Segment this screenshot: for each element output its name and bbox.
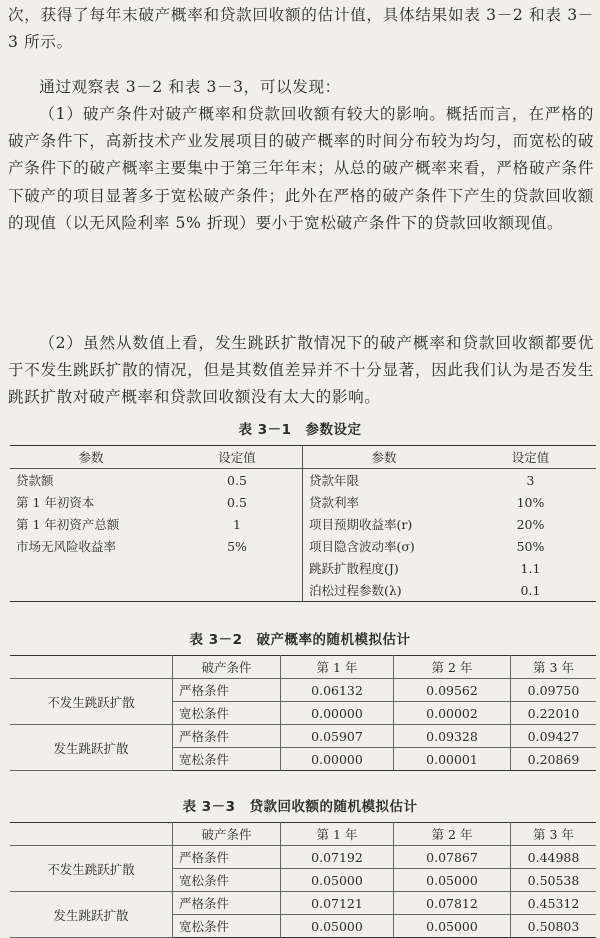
paragraph-observation: 通过观察表 3－2 和表 3－3，可以发现： [39, 78, 341, 96]
table-row [10, 535, 596, 557]
group-label: 不发生跳跃扩散 [10, 846, 173, 892]
table-cell: 0.44988 [511, 846, 597, 869]
table-cell: 贷款年限 [309, 473, 360, 488]
table-cell: 第 1 年初资本 [16, 495, 95, 510]
table-header-row [10, 823, 596, 846]
group-label: 发生跳跃扩散 [10, 892, 173, 938]
table-cell: 0.09328 [394, 725, 511, 748]
table-cell: 0.50803 [511, 915, 597, 938]
column-header: 第 2 年 [394, 656, 511, 679]
table-cell: 0.22010 [511, 702, 597, 725]
column-header: 参数 [303, 446, 466, 469]
table-cell: 贷款利率 [309, 495, 360, 510]
table-cell [10, 579, 172, 602]
table-1-caption: 表 3－1 参数设定 [238, 422, 362, 438]
table-row [10, 557, 596, 579]
table-2-caption: 表 3－2 破产概率的随机模拟估计 [189, 632, 411, 648]
table-cell: 0.00000 [281, 748, 394, 771]
table-cell: 0.00001 [394, 748, 511, 771]
table-cell: 0.07121 [281, 892, 394, 915]
table-cell: 0.50538 [511, 869, 597, 892]
table-cell: 0.09427 [511, 725, 597, 748]
table-row [10, 725, 596, 748]
table-cell: 0.1 [520, 582, 541, 598]
paragraph-finding-2: （2）虽然从数值上看，发生跳跃扩散情况下的破产概率和贷款回收额都要优于不发生跳跃扩散的情况，但是其数值差异并不十分显著，因此我们认为是否发生跳跃扩散对破产概率和贷款回收额没有太大的影响。 [8, 334, 594, 407]
table-cell: 0.20869 [511, 748, 597, 771]
table-cell: 宽松条件 [173, 915, 281, 938]
table-cell: 0.07867 [394, 846, 511, 869]
column-header: 参数 [10, 446, 172, 469]
table-cell: 1 [172, 513, 303, 535]
table-cell: 0.45312 [511, 892, 597, 915]
table-cell: 宽松条件 [173, 748, 281, 771]
column-header: 设定值 [172, 446, 303, 469]
table-cell: 0.05000 [281, 869, 394, 892]
column-header: 破产条件 [173, 656, 281, 679]
paragraph-intro: 次，获得了每年末破产概率和贷款回收额的估计值，具体结果如表 3－2 和表 3－3 所示。 [8, 6, 594, 52]
column-header [10, 656, 173, 679]
table-cell: 0.05000 [394, 915, 511, 938]
table-row [10, 679, 596, 702]
table-cell [10, 557, 172, 579]
table-cell: 跳跃扩散程度(J) [309, 561, 399, 576]
table-cell: 0.00000 [281, 702, 394, 725]
table-cell: 宽松条件 [173, 869, 281, 892]
table-cell: 严格条件 [173, 679, 281, 702]
table-header-row [10, 446, 596, 469]
bankruptcy-probability-table [10, 655, 596, 771]
table-row [10, 491, 596, 513]
table-cell: 0.09562 [394, 679, 511, 702]
table-cell: 项目隐含波动率(σ) [309, 539, 415, 554]
column-header [10, 823, 173, 846]
group-label: 发生跳跃扩散 [10, 725, 173, 771]
table-row [10, 469, 596, 492]
table-cell: 泊松过程参数(λ) [309, 583, 402, 598]
table-cell [172, 579, 303, 602]
group-label: 不发生跳跃扩散 [10, 679, 173, 725]
table-cell: 0.09750 [511, 679, 597, 702]
table-row [10, 513, 596, 535]
table-cell: 0.5 [172, 491, 303, 513]
table-cell: 严格条件 [173, 892, 281, 915]
table-cell: 0.05000 [281, 915, 394, 938]
table-cell: 项目预期收益率(r) [309, 517, 413, 532]
table-cell: 20% [516, 516, 545, 532]
table-cell: 0.00002 [394, 702, 511, 725]
column-header: 第 1 年 [281, 823, 394, 846]
table-cell: 10% [516, 494, 545, 510]
table-cell: 0.05907 [281, 725, 394, 748]
column-header: 破产条件 [173, 823, 281, 846]
table-row [10, 579, 596, 602]
column-header: 第 1 年 [281, 656, 394, 679]
table-cell: 5% [172, 535, 303, 557]
table-cell: 0.07192 [281, 846, 394, 869]
table-cell: 第 1 年初资产总额 [16, 517, 120, 532]
loan-recovery-table [10, 822, 596, 938]
table-row [10, 846, 596, 869]
table-cell: 1.1 [520, 560, 541, 576]
column-header: 设定值 [465, 446, 596, 469]
table-cell: 贷款额 [16, 473, 54, 488]
column-header: 第 3 年 [511, 823, 597, 846]
table-cell: 50% [516, 538, 545, 554]
table-cell: 0.5 [172, 469, 303, 492]
column-header: 第 3 年 [511, 656, 597, 679]
table-cell: 宽松条件 [173, 702, 281, 725]
table-cell: 0.06132 [281, 679, 394, 702]
table-cell: 市场无风险收益率 [16, 539, 117, 554]
table-cell [172, 557, 303, 579]
table-cell: 0.07812 [394, 892, 511, 915]
table-header-row [10, 656, 596, 679]
table-row [10, 892, 596, 915]
parameter-table [10, 445, 596, 602]
table-cell: 严格条件 [173, 846, 281, 869]
table-cell: 0.05000 [394, 869, 511, 892]
table-cell: 严格条件 [173, 725, 281, 748]
table-cell: 3 [526, 472, 535, 488]
paragraph-finding-1: （1）破产条件对破产概率和贷款回收额有较大的影响。概括而言，在严格的破产条件下，高新技术产业发展项目的破产概率的时间分布较为均匀，而宽松的破产条件下的破产概率主要集中于第三年年末；从总的破产概率来看，严格破产条件下破产的项目显著多于宽松破产条件；此外在严格的破产条件下产生的贷款回收额的现值（以无风险利率 5% 折现）要小于宽松破产条件下的贷款回收额现值。 [8, 105, 594, 232]
column-header: 第 2 年 [394, 823, 511, 846]
table-3-caption: 表 3－3 贷款回收额的随机模拟估计 [182, 799, 418, 815]
